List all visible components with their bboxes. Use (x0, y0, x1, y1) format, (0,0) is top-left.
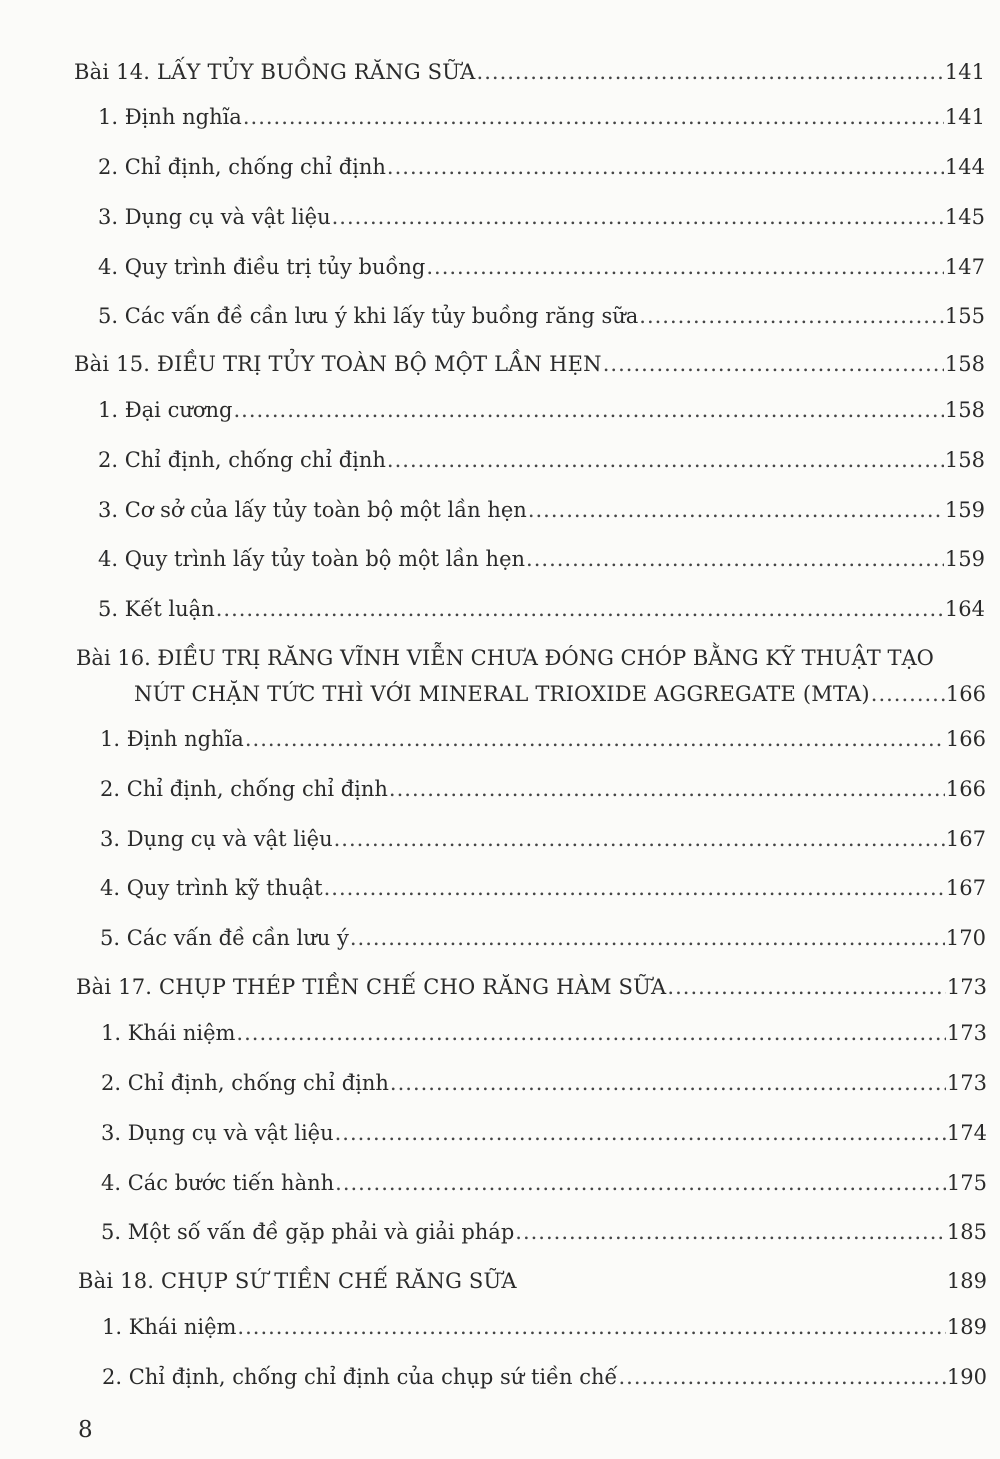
leader-dots (477, 59, 944, 85)
leader-dots (233, 397, 943, 423)
toc-item (98, 447, 985, 473)
item-label: 5. Một số vấn đề gặp phải và giải pháp (101, 1220, 515, 1244)
leader-dots (334, 826, 945, 852)
item-page: 164 (944, 597, 985, 621)
item-page: 141 (944, 105, 985, 129)
leader-dots (639, 303, 944, 329)
item-label: 1. Khái niệm (102, 1315, 237, 1339)
leader-dots (243, 104, 944, 130)
toc-item (102, 1364, 987, 1390)
item-label: 4. Quy trình kỹ thuật (100, 876, 323, 900)
toc-item (101, 1020, 987, 1046)
toc-chapter-18 (78, 1268, 987, 1294)
leader-dots (667, 974, 945, 1000)
toc-chapter-14 (74, 59, 985, 85)
toc-item (100, 925, 986, 951)
toc-item (101, 1219, 987, 1245)
item-page: 155 (944, 304, 985, 328)
chapter-title: Bài 14. LẤY TỦY BUỒNG RĂNG SỮA (74, 60, 476, 84)
item-label: 5. Các vấn đề cần lưu ý (100, 926, 349, 950)
item-label: 2. Chỉ định, chống chỉ định (98, 155, 386, 179)
item-page: 174 (946, 1121, 987, 1145)
item-page: 166 (945, 727, 986, 751)
leader-dots (526, 546, 944, 572)
item-page: 145 (944, 205, 985, 229)
item-label: 1. Định nghĩa (100, 727, 244, 751)
toc-item (101, 1170, 987, 1196)
toc-chapter-16 (134, 681, 986, 707)
leader-dots (216, 596, 944, 622)
item-label: 2. Chỉ định, chống chỉ định (101, 1071, 389, 1095)
leader-dots (528, 497, 944, 523)
toc-item (100, 726, 986, 752)
item-label: 4. Quy trình lấy tủy toàn bộ một lần hẹn (98, 547, 526, 571)
item-page: 173 (946, 1021, 987, 1045)
page-number: 8 (78, 1417, 93, 1443)
leader-dots (324, 875, 945, 901)
item-label: 4. Các bước tiến hành (101, 1171, 335, 1195)
leader-dots (389, 776, 945, 802)
item-page: 159 (944, 547, 985, 571)
toc-item (100, 776, 986, 802)
item-page: 170 (945, 926, 986, 950)
toc-item (98, 204, 985, 230)
chapter-title: Bài 15. ĐIỀU TRỊ TỦY TOÀN BỘ MỘT LẦN HẸN (74, 352, 602, 376)
leader-dots (332, 204, 944, 230)
chapter-page: 141 (944, 60, 985, 84)
leader-dots (387, 154, 944, 180)
item-label: 3. Dụng cụ và vật liệu (100, 827, 333, 851)
chapter-page: 166 (945, 682, 986, 706)
item-page: 159 (944, 498, 985, 522)
leader-dots (390, 1070, 946, 1096)
item-label: 2. Chỉ định, chống chỉ định của chụp sứ tiền chế (102, 1365, 618, 1389)
item-label: 2. Chỉ định, chống chỉ định (98, 448, 386, 472)
toc-item (100, 875, 986, 901)
item-label: 4. Quy trình điều trị tủy buồng (98, 255, 426, 279)
toc-item (98, 497, 985, 523)
item-label: 2. Chỉ định, chống chỉ định (100, 777, 388, 801)
leader-dots (871, 681, 945, 707)
item-label: 1. Đại cương (98, 398, 233, 422)
toc-chapter-17 (76, 974, 987, 1000)
item-label: 5. Kết luận (98, 597, 215, 621)
item-page: 189 (946, 1315, 987, 1339)
leader-dots (618, 1364, 945, 1390)
toc-item (98, 596, 985, 622)
leader-dots (515, 1219, 946, 1245)
item-label: 1. Khái niệm (101, 1021, 236, 1045)
chapter-page: 173 (946, 975, 987, 999)
toc-item (98, 254, 985, 280)
toc-item (98, 397, 985, 423)
leader-dots (237, 1314, 945, 1340)
item-page: 158 (944, 448, 985, 472)
item-page: 167 (945, 827, 986, 851)
item-label: 3. Dụng cụ và vật liệu (101, 1121, 334, 1145)
chapter-page: 189 (946, 1269, 987, 1293)
toc-item (100, 826, 986, 852)
leader-dots (387, 447, 944, 473)
toc-item (101, 1120, 987, 1146)
item-label: 1. Định nghĩa (98, 105, 242, 129)
leader-dots (335, 1170, 946, 1196)
toc-item (98, 546, 985, 572)
leader-dots (236, 1020, 945, 1046)
item-page: 185 (946, 1220, 987, 1244)
toc-chapter-15 (74, 351, 985, 377)
toc-item (98, 154, 985, 180)
item-label: 3. Cơ sở của lấy tủy toàn bộ một lần hẹn (98, 498, 527, 522)
item-page: 147 (944, 255, 985, 279)
toc-chapter-16-line1: Bài 16. ĐIỀU TRỊ RĂNG VĨNH VIỄN CHƯA ĐÓNG CHÓP BẰNG KỸ THUẬT TẠO (76, 646, 934, 670)
chapter-title: NÚT CHẶN TỨC THÌ VỚI MINERAL TRIOXIDE AGGREGATE (MTA) (134, 682, 870, 706)
toc-item (98, 104, 985, 130)
item-page: 166 (945, 777, 986, 801)
item-label: 3. Dụng cụ và vật liệu (98, 205, 331, 229)
item-page: 175 (946, 1171, 987, 1195)
item-page: 173 (946, 1071, 987, 1095)
item-label: 5. Các vấn đề cần lưu ý khi lấy tủy buồng răng sữa (98, 304, 639, 328)
leader-dots (426, 254, 944, 280)
leader-dots (245, 726, 945, 752)
leader-dots (350, 925, 945, 951)
chapter-page: 158 (944, 352, 985, 376)
leader-dots (335, 1120, 946, 1146)
item-page: 158 (944, 398, 985, 422)
item-page: 167 (945, 876, 986, 900)
toc-item (98, 303, 985, 329)
item-page: 144 (944, 155, 985, 179)
leader-dots (603, 351, 944, 377)
item-page: 190 (946, 1365, 987, 1389)
chapter-title: Bài 18. CHỤP SỨ TIỀN CHẾ RĂNG SỮA (78, 1269, 517, 1293)
chapter-title: Bài 17. CHỤP THÉP TIỀN CHẾ CHO RĂNG HÀM SỮA (76, 975, 667, 999)
toc-item (101, 1070, 987, 1096)
toc-item (102, 1314, 987, 1340)
